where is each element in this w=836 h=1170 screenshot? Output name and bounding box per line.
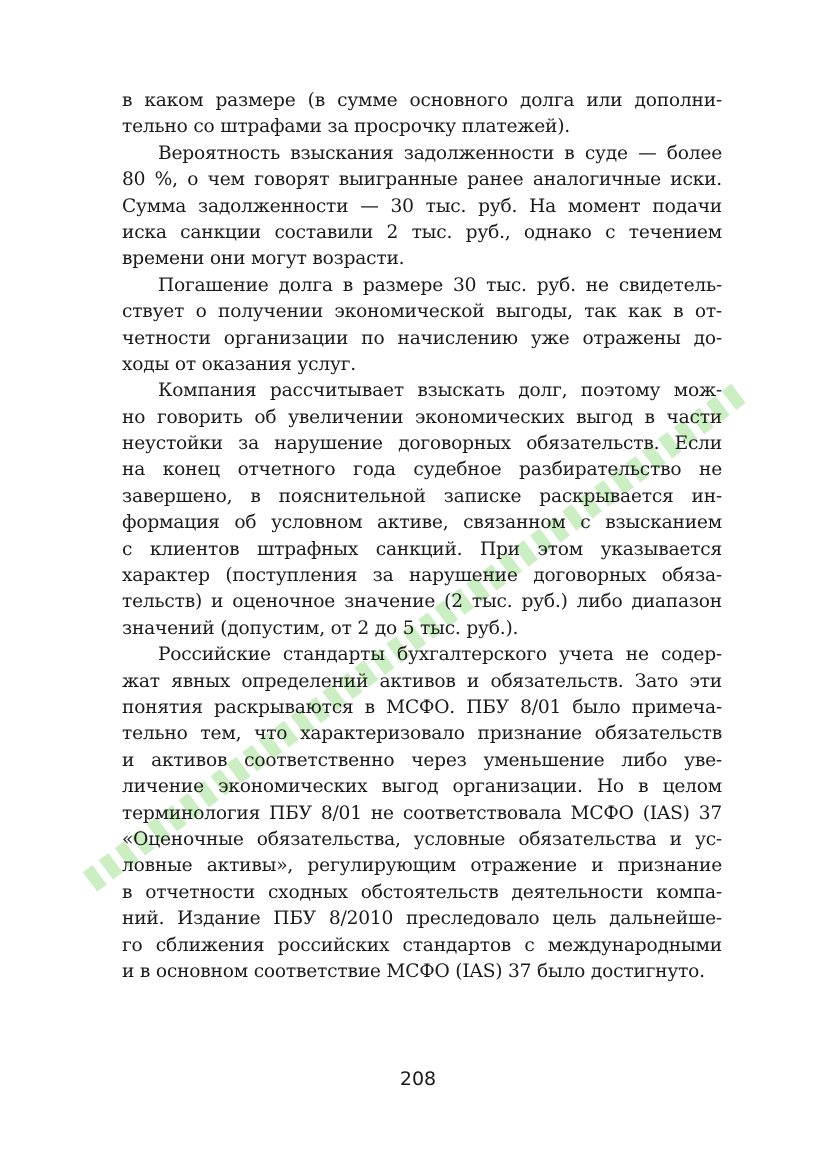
text-line: личение экономических выгод организации. Но в целом [122,776,722,798]
text-line: тельств) и оценочное значение (2 тыс. руб.) либо диапазон [122,591,722,613]
text-line: на конец отчетного года судебное разбирательство не [122,459,722,481]
text-line: в каком размере (в сумме основного долга или дополни- [122,90,722,111]
body-text [122,88,722,985]
text-line: времени они могут возрасти. [122,248,405,270]
text-line: тельно со штрафами за просрочку платежей). [122,116,570,138]
text-line: формация об условном активе, связанном с взысканием [122,512,722,534]
page-number: 208 [399,1068,437,1090]
text-line: «Оценочные обязательства, условные обязательства и ус- [122,828,722,850]
text-line: понятия раскрываются в МСФО. ПБУ 8/01 было примеча- [122,696,722,718]
text-line: завершено, в пояснительной записке раскрывается ин- [122,485,722,507]
text-line: Вероятность взыскания задолженности в суде — более [158,142,722,164]
text-line: тельно тем, что характеризовало признание обязательств [122,723,722,745]
text-line: 80 %, о чем говорят выигранные ранее аналогичные иски. [122,169,722,191]
text-line: Российские стандарты бухгалтерского учета не содер- [158,644,722,666]
text-line: характер (поступления за нарушение договорных обяза- [122,565,722,587]
text-line: с клиентов штрафных санкций. При этом указывается [122,538,722,560]
text-line: ствует о получении экономической выгоды, так как в от- [122,301,722,323]
text-line: неустойки за нарушение договорных обязательств. Если [122,433,722,455]
text-line: ходы от оказания услуг. [122,353,356,375]
text-line: значений (допустим, от 2 до 5 тыс. руб.). [122,617,519,639]
text-line: но говорить об увеличении экономических выгод в части [122,406,722,428]
text-line: и активов соответственно через уменьшение либо уве- [122,749,722,771]
text-line: Сумма задолженности — 30 тыс. руб. На момент подачи [122,195,722,217]
text-line: ловные активы», регулирующим отражение и признание [122,855,722,877]
text-line: жат явных определений активов и обязательств. Зато эти [122,670,722,692]
text-line: иска санкции составили 2 тыс. руб., однако с течением [122,221,722,243]
text-line: Погашение долга в размере 30 тыс. руб. не свидетель- [158,274,722,296]
text-line: четности организации по начислению уже отражены до- [122,327,722,349]
text-line: терминология ПБУ 8/01 не соответствовала МСФО (IAS) 37 [122,802,722,824]
text-line: го сближения российских стандартов с международными [122,934,722,956]
text-line: ний. Издание ПБУ 8/2010 преследовало цель дальнейше- [122,908,722,930]
text-line: и в основном соответствие МСФО (IAS) 37 было достигнуто. [122,960,705,982]
text-line: в отчетности сходных обстоятельств деятельности компа- [122,881,722,903]
text-line: Компания рассчитывает взыскать долг, поэтому мож- [158,380,722,402]
